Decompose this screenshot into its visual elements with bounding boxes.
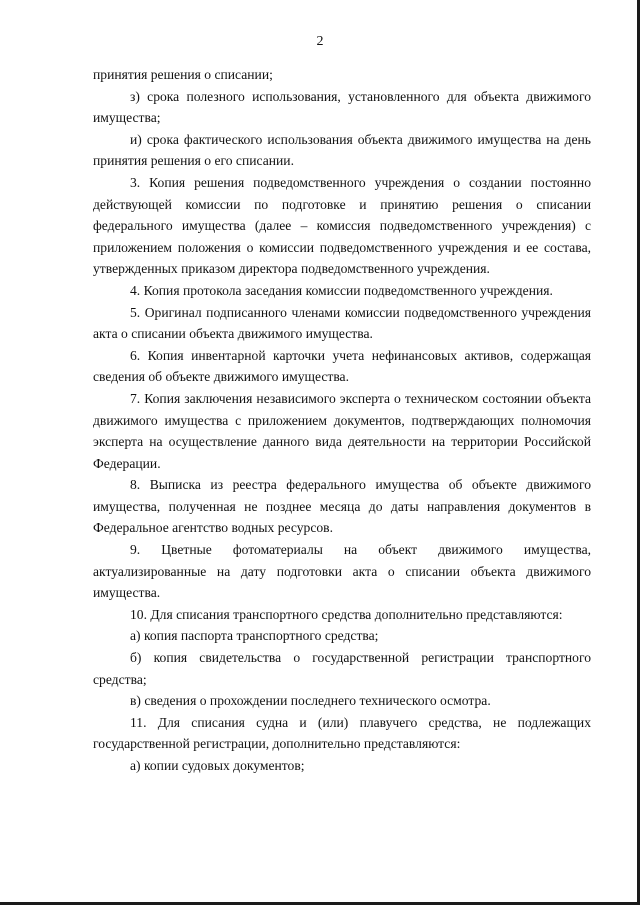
paragraph-9: 9. Цветные фотоматериалы на объект движимого имущества, актуализированные на дату подготовки акта о списании объекта движимого имущества.: [93, 542, 591, 601]
paragraph-10-v: в) сведения о прохождении последнего технического осмотра.: [130, 693, 491, 709]
paragraph-10-b: б) копия свидетельства о государственной регистрации транспортного средства;: [93, 650, 591, 687]
paragraph-11-a: а) копии судовых документов;: [130, 758, 305, 773]
paragraph-item-i: и) срока фактического использования объекта движимого имущества на день принятия решения о его списании.: [93, 131, 591, 169]
document-body: [93, 64, 591, 777]
page-number: 2: [316, 34, 324, 49]
paragraph-4: 4. Копия протокола заседания комиссии подведомственного учреждения.: [130, 282, 553, 298]
paragraph-item-z: з) срока полезного использования, установленного для объекта движимого имущества;: [93, 88, 591, 126]
paragraph-continuation: принятия решения о списании;: [93, 67, 273, 82]
paragraph-6: 6. Копия инвентарной карточки учета нефинансовых активов, содержащая сведения об объекте движимого имущества.: [93, 347, 591, 385]
paragraph-5: 5. Оригинал подписанного членами комиссии подведомственного учреждения акта о списании объекта движимого имущества.: [93, 304, 591, 342]
paragraph-10: 10. Для списания транспортного средства дополнительно представляются:: [130, 606, 563, 622]
paragraph-7: 7. Копия заключения независимого эксперта о техническом состоянии объекта движимого имущества с приложением документов, подтверждающих полномочия эксперта на осуществление данного вида деятельности на территории Российской Федерации.: [93, 390, 591, 471]
paragraph-3: 3. Копия решения подведомственного учреждения о создании постоянно действующей комиссии по подготовке и принятию решения о списании федерального имущества (далее – комиссия подведомственного учреждения) с приложением положения о комиссии подведомственного учреждения и ее состава, утвержденных приказом директора подведомственного учреждения.: [93, 174, 591, 277]
paragraph-11: 11. Для списания судна и (или) плавучего средства, не подлежащих государственной регистрации, дополнительно представляются:: [93, 714, 591, 752]
paragraph-8: 8. Выписка из реестра федерального имущества об объекте движимого имущества, полученная не позднее месяца до даты направления документов в Федеральное агентство водных ресурсов.: [93, 477, 591, 536]
paragraph-10-a: а) копия паспорта транспортного средства;: [130, 628, 379, 644]
